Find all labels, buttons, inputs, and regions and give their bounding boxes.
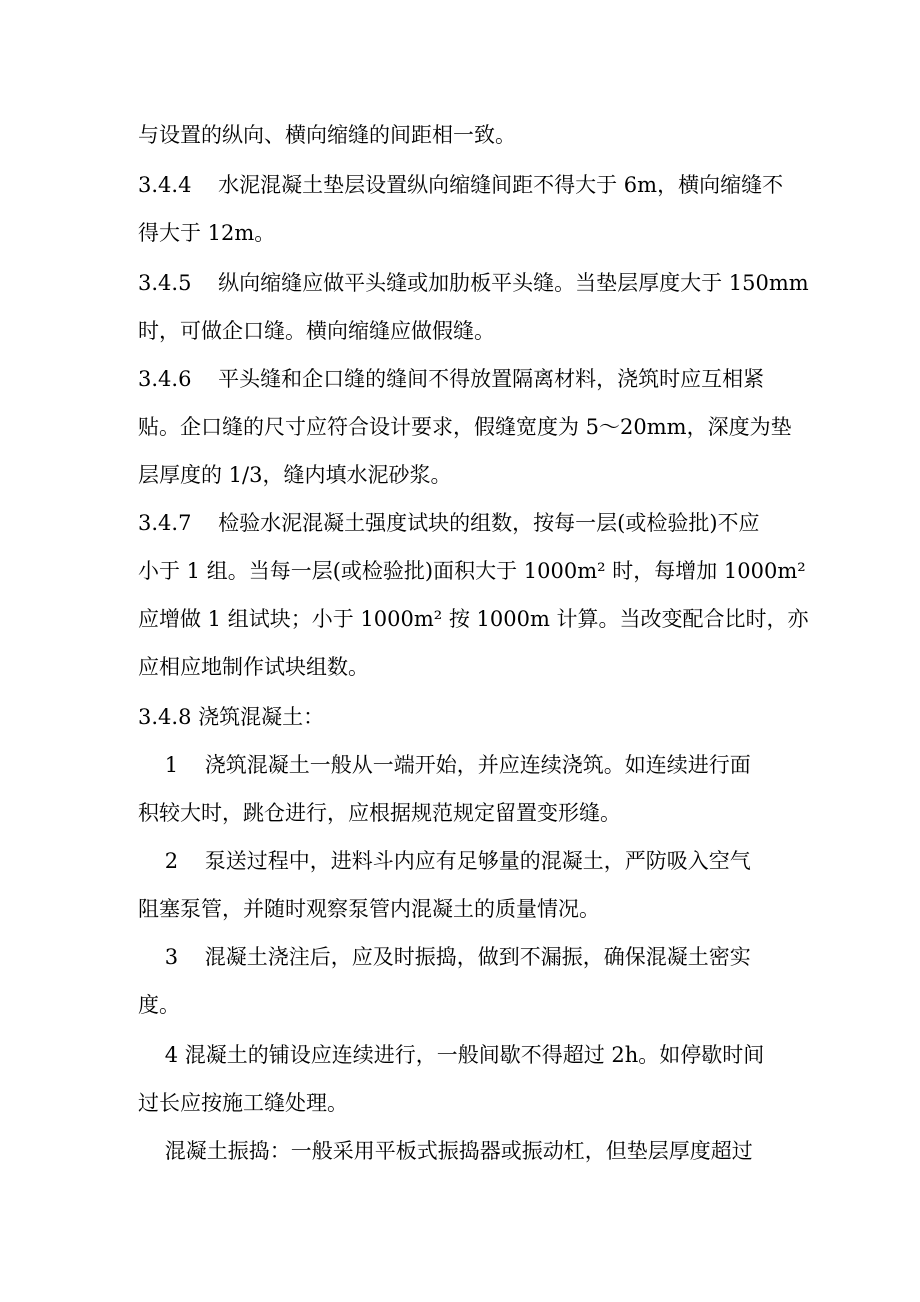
text-line: 应增做 1 组试块；小于 1000m² 按 1000m 计算。当改变配合比时，亦 — [138, 607, 809, 631]
text-line: 3.4.6 平头缝和企口缝的缝间不得放置隔离材料，浇筑时应互相紧 — [138, 367, 765, 391]
text-line: 1 浇筑混凝土一般从一端开始，并应连续浇筑。如连续进行面 — [138, 753, 751, 777]
text-line: 积较大时，跳仓进行，应根据规范规定留置变形缝。 — [138, 801, 621, 825]
text-line: 阻塞泵管，并随时观察泵管内混凝土的质量情况。 — [138, 897, 600, 921]
text-line: 混凝土振捣：一般采用平板式振捣器或振动杠，但垫层厚度超过 — [138, 1139, 753, 1163]
text-line: 得大于 12m。 — [138, 221, 276, 245]
text-line: 度。 — [138, 993, 180, 1017]
text-line: 3.4.5 纵向缩缝应做平头缝或加肋板平头缝。当垫层厚度大于 150mm — [138, 271, 809, 295]
text-line: 3.4.8 浇筑混凝土： — [138, 705, 325, 729]
text-line: 应相应地制作试块组数。 — [138, 655, 369, 679]
text-line: 贴。企口缝的尺寸应符合设计要求，假缝宽度为 5～20mm，深度为垫 — [138, 415, 792, 439]
text-line: 2 泵送过程中，进料斗内应有足够量的混凝土，严防吸入空气 — [138, 849, 751, 873]
text-line: 过长应按施工缝处理。 — [138, 1091, 348, 1115]
text-line: 4 混凝土的铺设应连续进行，一般间歇不得超过 2h。如停歇时间 — [138, 1043, 765, 1067]
text-line: 3 混凝土浇注后，应及时振捣，做到不漏振，确保混凝土密实 — [138, 945, 751, 969]
text-line: 小于 1 组。当每一层(或检验批)面积大于 1000m² 时，每增加 1000m² — [138, 559, 806, 583]
text-line: 时，可做企口缝。横向缩缝应做假缝。 — [138, 319, 495, 343]
text-line: 层厚度的 1/3，缝内填水泥砂浆。 — [138, 463, 452, 487]
text-line: 与设置的纵向、横向缩缝的间距相一致。 — [138, 123, 516, 147]
text-line: 3.4.4 水泥混凝土垫层设置纵向缩缝间距不得大于 6m，横向缩缝不 — [138, 173, 784, 197]
text-line: 3.4.7 检验水泥混凝土强度试块的组数，按每一层(或检验批)不应 — [138, 511, 760, 535]
